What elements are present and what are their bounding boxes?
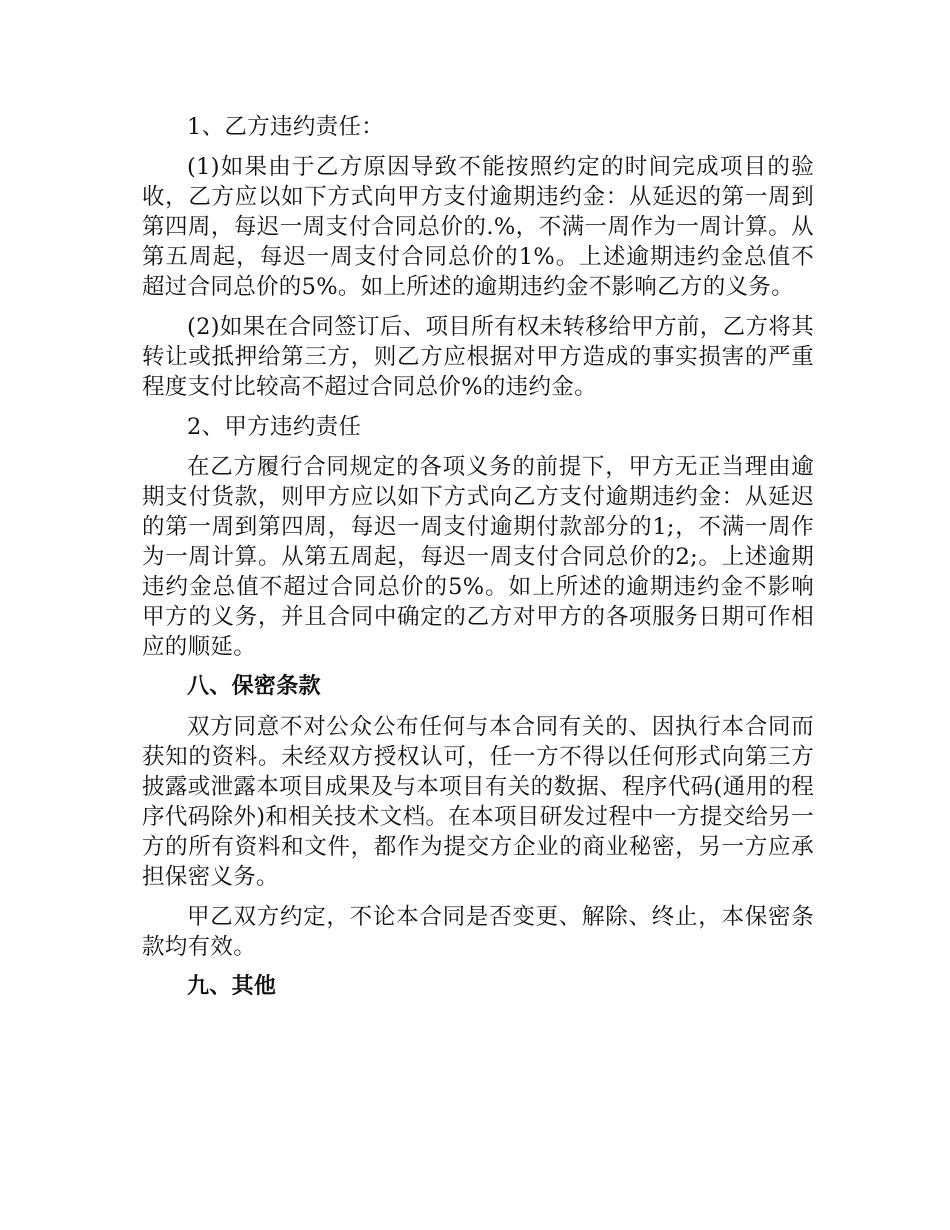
clause-2-body: 在乙方履行合同规定的各项义务的前提下，甲方无正当理由逾期支付货款，则甲方应以如下方式向乙方支付逾期违约金：从延迟的第一周到第四周，每迟一周支付逾期付款部分的1;，不满一周作为一周计算。从第五周起，每迟一周支付合同总价的2;。上述逾期违约金总值不超过合同总价的5%。如上所述的逾期违约金不影响甲方的义务，并且合同中确定的乙方对甲方的各项服务日期可作相应的顺延。 <box>142 454 814 660</box>
section-8-heading: 八、保密条款 <box>187 674 321 699</box>
document-page <box>142 112 814 1002</box>
clause-1-item-1: (1)如果由于乙方原因导致不能按照约定的时间完成项目的验收，乙方应以如下方式向甲方支付逾期违约金：从延迟的第一周到第四周，每迟一周支付合同总价的.%，不满一周作为一周计算。从第五周起，每迟一周支付合同总价的1%。上述逾期违约金总值不超过合同总价的5%。如上所述的逾期违约金不影响乙方的义务。 <box>142 154 814 300</box>
section-8-body-2: 甲乙双方约定，不论本合同是否变更、解除、终止，本保密条款均有效。 <box>142 904 814 960</box>
section-8-body-1: 双方同意不对公众公布任何与本合同有关的、因执行本合同而获知的资料。未经双方授权认可，任一方不得以任何形式向第三方披露或泄露本项目成果及与本项目有关的数据、程序代码(通用的程序代码除外)和相关技术文档。在本项目研发过程中一方提交给另一方的所有资料和文件，都作为提交方企业的商业秘密，另一方应承担保密义务。 <box>142 714 814 890</box>
clause-1-item-2: (2)如果在合同签订后、项目所有权未转移给甲方前，乙方将其转让或抵押给第三方，则乙方应根据对甲方造成的事实损害的严重程度支付比较高不超过合同总价%的违约金。 <box>142 314 814 400</box>
section-9-heading: 九、其他 <box>187 974 277 999</box>
clause-1-title: 1、乙方违约责任： <box>187 114 385 140</box>
clause-2-title: 2、甲方违约责任 <box>187 414 362 440</box>
